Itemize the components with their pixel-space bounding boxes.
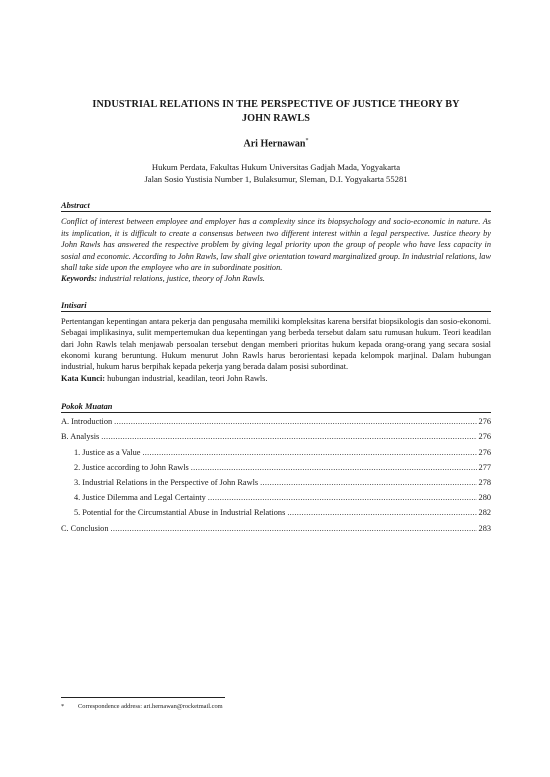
toc-item-page: 276 xyxy=(478,447,491,457)
toc-item-justice-dilemma[interactable] xyxy=(61,493,491,508)
keywords-label: Keywords: xyxy=(61,274,97,284)
toc-item-label: 5. Potential for the Circumstantial Abuse in Industrial Relations xyxy=(74,508,286,518)
toc-heading: Pokok Muatan xyxy=(61,402,491,413)
abstract-heading: Abstract xyxy=(61,201,491,212)
toc-leader xyxy=(287,508,476,517)
footnote-rule xyxy=(61,697,225,698)
intisari-text: Pertentangan kepentingan antara pekerja dan pengusaha memiliki kompleksitas karena bersifat biopsikologis dan sosio-ekonomi. Sebagai implikasinya, sulit mempertemukan dua kepentingan yang berbeda tersebut dalam satu rumusan hukum. Teori keadilan dari John Rawls telah menjawab persoalan tersebut dengan memberi prioritas hukum kepada orang-orang yang secara sosial ekonomi kurang beruntung. Hukum menurut John Rawls harus berorientasi kepada kelompok marjinal. Dalam hubungan industrial, hukum harus berpihak kepada pekerja yang berada dalam posisi subordinat. xyxy=(61,316,491,372)
toc-item-page: 277 xyxy=(478,462,491,472)
title-line-1: INDUSTRIAL RELATIONS IN THE PERSPECTIVE OF JUSTICE THEORY BY xyxy=(92,99,460,110)
toc-item-label: B. Analysis xyxy=(61,432,100,442)
toc-list xyxy=(61,417,491,539)
toc-item-label: 3. Industrial Relations in the Perspective of John Rawls xyxy=(74,477,259,487)
paper-title xyxy=(61,98,491,126)
footnote-text: Correspondence address: ari.hernawan@rocketmail.com xyxy=(78,703,223,710)
abstract-section xyxy=(61,201,491,284)
author-name xyxy=(61,138,491,149)
toc-item-page: 276 xyxy=(478,432,491,442)
intisari-keywords xyxy=(61,373,491,384)
toc-item-page: 282 xyxy=(478,508,491,518)
affiliation-line-1: Hukum Perdata, Fakultas Hukum Universitas Gadjah Mada, Yogyakarta xyxy=(151,162,401,173)
affiliation xyxy=(61,161,491,185)
toc-item-page: 278 xyxy=(478,477,491,487)
toc-leader xyxy=(110,524,476,533)
intisari-heading: Intisari xyxy=(61,301,491,312)
toc-item-justice-as-value[interactable] xyxy=(61,448,491,463)
toc-leader xyxy=(208,493,477,502)
toc-leader xyxy=(260,478,476,487)
author-footnote-mark: * xyxy=(305,138,309,144)
toc-item-label: 1. Justice as a Value xyxy=(74,447,141,457)
toc-item-justice-rawls[interactable] xyxy=(61,463,491,478)
toc-item-label: A. Introduction xyxy=(61,417,113,427)
toc-item-introduction[interactable] xyxy=(61,417,491,432)
toc-item-label: 4. Justice Dilemma and Legal Certainty xyxy=(74,493,206,503)
toc-item-label: 2. Justice according to John Rawls xyxy=(74,462,189,472)
footnote xyxy=(61,703,223,710)
keywords-text: industrial relations, justice, theory of John Rawls. xyxy=(96,274,265,284)
toc-leader xyxy=(142,448,476,457)
affiliation-line-2: Jalan Sosio Yustisia Number 1, Bulaksumur, Sleman, D.I. Yogyakarta 55281 xyxy=(144,174,408,185)
toc-item-page: 280 xyxy=(478,493,491,503)
toc-item-analysis[interactable] xyxy=(61,432,491,447)
table-of-contents xyxy=(61,402,491,539)
kata-kunci-text: hubungan industrial, keadilan, teori John Rawls. xyxy=(105,373,268,383)
kata-kunci-label: Kata Kunci: xyxy=(61,373,106,383)
toc-item-conclusion[interactable] xyxy=(61,524,491,539)
author-text: Ari Hernawan xyxy=(243,138,306,150)
toc-item-page: 276 xyxy=(478,417,491,427)
toc-item-circumstantial-abuse[interactable] xyxy=(61,508,491,523)
toc-leader xyxy=(191,463,477,472)
page-content xyxy=(61,98,491,539)
toc-leader xyxy=(101,432,476,441)
toc-item-page: 283 xyxy=(478,523,491,533)
toc-item-industrial-relations[interactable] xyxy=(61,478,491,493)
title-line-2: JOHN RAWLS xyxy=(241,113,311,124)
abstract-keywords xyxy=(61,273,491,284)
toc-item-label: C. Conclusion xyxy=(61,523,109,533)
intisari-section xyxy=(61,301,491,384)
footnote-mark: * xyxy=(61,703,65,710)
abstract-text: Conflict of interest between employee and employer has a complexity since its biopsychology and socio-economic in nature. As its implication, it is difficult to create a consensus between two different interest within a legal perspective. Justice theory by John Rawls has answered the respective problem by giving legal priority upon the group of people who have less capacity in sosial and economic. According to John Rawls, law shall give orientation toward marginalized group. In industrial relations, law shall take side upon the employee who are in subordinate position. xyxy=(61,217,491,272)
toc-leader xyxy=(114,417,476,426)
